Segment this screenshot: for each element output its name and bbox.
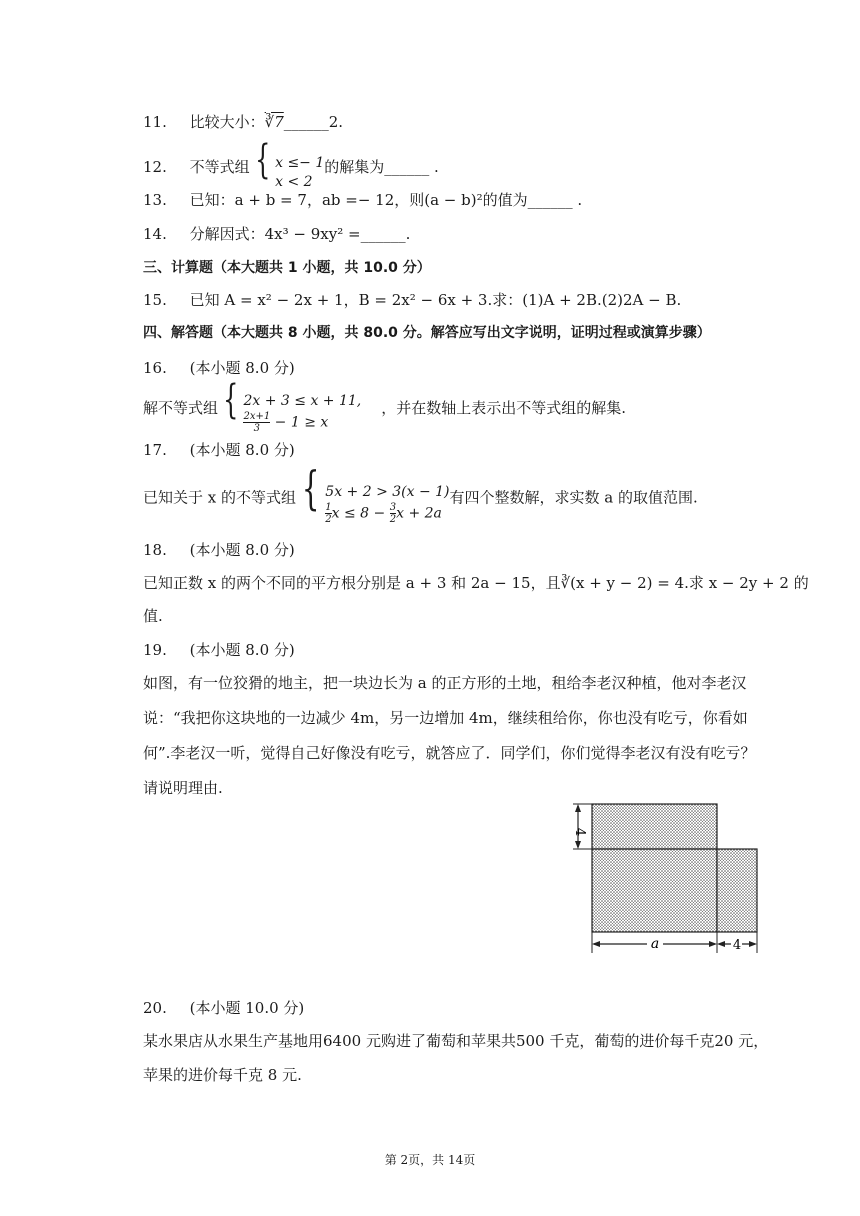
page-footer: 第 2页，共 14页 [384,1153,476,1167]
question-score: (本小题 10.0 分) [189,999,305,1017]
question-score: (本小题 8.0 分) [189,641,295,659]
question-number: 17. [143,441,167,459]
question-19-line-4: 请说明理由. [143,779,223,797]
question-19-line-1: 如图，有一位狡猾的地主，把一块边长为 a 的正方形的土地，租给李老汉种植，他对李老汉 [143,674,747,692]
fraction-numerator: 3 [389,502,397,513]
fraction-denominator: 2 [389,514,397,525]
dimension-label-4-horizontal: 4 [732,938,742,953]
inequality-system [250,137,325,192]
question-16-header [143,358,295,378]
question-16-body [143,377,627,434]
question-number: 12. [143,158,167,176]
question-number: 15. [143,291,167,309]
question-text: 分解因式：4x³ − 9xy² =______. [189,225,411,243]
question-number: 11. [143,113,167,131]
question-number: 20. [143,999,167,1017]
system-row-2: − 1 ≥ x [274,414,329,431]
system-row-1: 5x + 2 > 3(x − 1) [325,484,450,500]
system-row-2-end: x + 2a [396,505,442,522]
question-20-header [143,998,304,1018]
fraction-denominator: 2 [325,514,332,525]
inequality-system [296,461,450,525]
question-17-body [143,461,698,525]
answer-blank: ______ [283,113,329,131]
question-text: 已知关于 x 的不等式组 [143,488,296,507]
question-number: 13. [143,191,167,209]
question-18-line-1: 已知正数 x 的两个不同的平方根分别是 a + 3 和 2a − 15，且∛(x + y − 2) = 4.求 x − 2y + 2 的 [143,574,809,592]
question-text: 已知：a + b = 7，ab =− 12，则(a − b)²的值为______ . [189,191,583,209]
right-strip-rect [717,849,757,932]
question-text-end: 的解集为______ . [324,158,439,176]
question-text: 解不等式组 [143,399,219,417]
question-17-header [143,440,295,460]
dimension-label-4-vertical: 4 [572,827,587,837]
question-text: 已知 A = x² − 2x + 1，B = 2x² − 6x + 3.求：(1)A + 2B.(2)2A − B. [189,291,682,309]
section-heading-3: 三、计算题（本大题共 1 小题，共 10.0 分） [143,260,431,276]
brace-icon: { [254,137,271,183]
question-score: (本小题 8.0 分) [189,541,295,559]
inequality-system [218,377,362,434]
fraction-numerator: 1 [325,502,332,513]
system-row-1: x ≤− 1 [275,155,325,171]
land-diagram [565,798,765,964]
question-18-line-2: 值. [143,607,163,625]
question-score: (本小题 8.0 分) [189,441,295,459]
fraction-denominator: 3 [253,423,261,434]
question-score: (本小题 8.0 分) [189,359,295,377]
question-number: 14. [143,225,167,243]
brace-icon: { [223,377,239,423]
fraction-numerator: 2x+1 [243,411,271,422]
question-18-header [143,540,295,560]
question-19-line-2: 说：“我把你这块地的一边减少 4m，另一边增加 4m，继续租给你，你也没有吃亏，你看如 [143,709,748,727]
question-19-line-3: 何”.李老汉一听，觉得自己好像没有吃亏，就答应了．同学们，你们觉得李老汉有没有吃亏？ [143,744,756,762]
question-text-end: 2. [328,113,344,131]
cube-root-expression: ∛7 [264,113,284,131]
section-heading-4: 四、解答题（本大题共 8 小题，共 80.0 分。解答应写出文字说明，证明过程或演算步骤） [143,325,711,341]
question-11 [143,112,343,132]
question-text-end: ，并在数轴上表示出不等式组的解集. [381,399,627,417]
question-text: 不等式组 [189,158,250,176]
question-14 [143,224,410,244]
question-number: 16. [143,359,167,377]
question-text-end: 有四个整数解，求实数 a 的取值范围. [449,488,698,507]
question-text: 比较大小： [189,113,265,131]
dimension-label-a: a [650,936,660,952]
question-13 [143,190,582,210]
question-12 [143,137,439,190]
question-number: 19. [143,641,167,659]
main-rect [592,849,717,932]
top-strip-rect [592,804,717,849]
question-15 [143,290,681,310]
question-20-line-1: 某水果店从水果生产基地用6400 元购进了葡萄和苹果共500 千克，葡萄的进价每千克20 元， [143,1032,769,1050]
system-row-1: 2x + 3 ≤ x + 11, [243,393,362,409]
system-row-2-middle: x ≤ 8 − [331,505,386,522]
question-number: 18. [143,541,167,559]
system-row-2: x < 2 [275,174,313,190]
question-19-header [143,640,295,660]
brace-icon: { [301,461,320,515]
question-20-line-2: 苹果的进价每千克 8 元. [143,1066,302,1084]
